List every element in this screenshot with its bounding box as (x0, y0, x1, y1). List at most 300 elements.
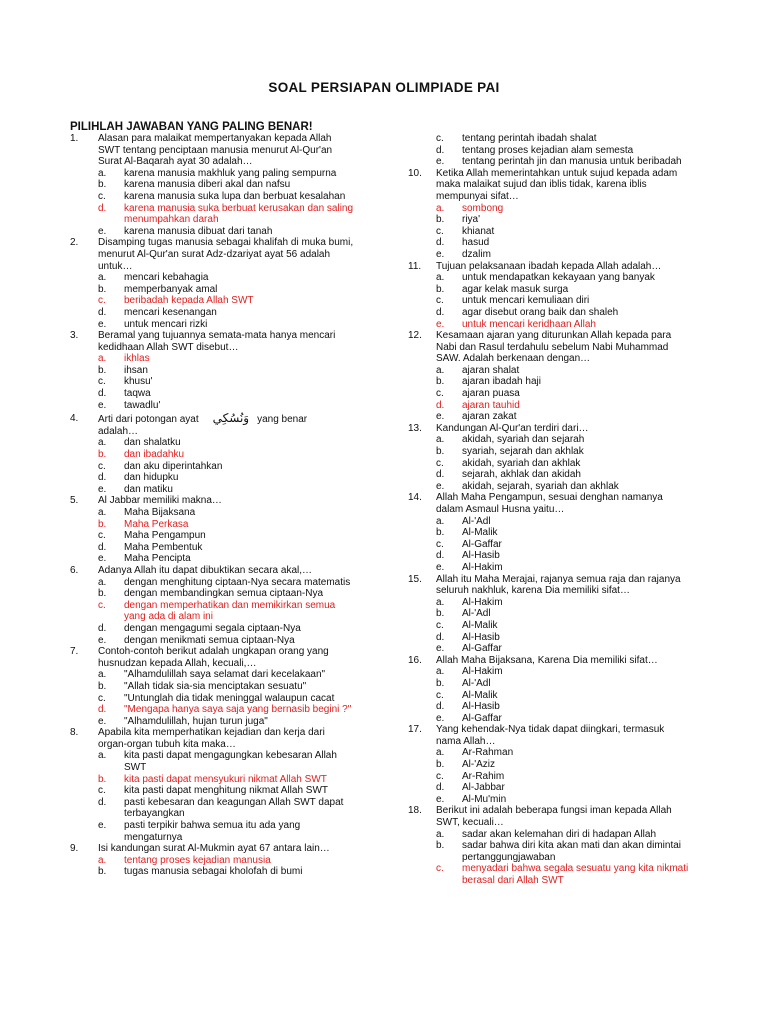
answer-options (98, 577, 370, 647)
answer-option (98, 284, 370, 296)
question-stem: Surat Al-Baqarah ayat 30 adalah… (98, 156, 253, 168)
option-text: akidah, syariah dan akhlak (462, 457, 581, 469)
option-text: menyadari bahwa segala sesuatu yang kita nikmati (462, 863, 689, 875)
question-stem: Apabila kita memperhatikan kejadian dan kerja dari (98, 727, 325, 739)
question-number: 16. (408, 654, 422, 666)
option-text: khusu' (124, 376, 153, 388)
option-text: Al-'Adl (462, 608, 491, 620)
answer-option (98, 203, 370, 226)
answer-option (436, 446, 708, 458)
option-letter: c. (436, 689, 444, 701)
question (70, 565, 370, 646)
option-text: yang ada di alam ini (124, 611, 213, 623)
option-text: untuk mencari kemuliaan diri (462, 295, 590, 307)
option-text: "Allah tidak sia-sia menciptakan sesuatu" (124, 680, 307, 692)
answer-option (436, 863, 708, 886)
option-letter: d. (436, 144, 445, 156)
answer-option (98, 388, 370, 400)
answer-option (98, 472, 370, 484)
question-number: 18. (408, 805, 422, 817)
option-letter: c. (436, 863, 444, 875)
question (70, 843, 370, 878)
option-letter: c. (98, 530, 106, 542)
answer-option (98, 855, 370, 867)
question-stem: husnudzan kepada Allah, kecuali,… (98, 657, 257, 669)
option-letter: a. (98, 272, 107, 284)
option-text: dengan memperhatikan dan memikirkan semua (124, 599, 336, 611)
question (70, 727, 370, 843)
option-text: ajaran shalat (462, 364, 520, 376)
option-text: untuk mencari rizki (124, 318, 208, 330)
question-stem: SWT, kecuali… (436, 817, 504, 829)
option-text: dengan mengagumi segala ciptaan-Nya (124, 622, 301, 634)
option-letter: e. (98, 820, 107, 832)
question-stem: kedidhaan Allah SWT disebut… (98, 341, 239, 353)
option-text: Maha Bijaksana (124, 507, 196, 518)
question (70, 413, 370, 495)
question-stem: menurut Al-Qur'an surat Adz-dzariyat ayat 56 adalah (98, 248, 331, 260)
question-stem: Alasan para malaikat mempertanyakan kepada Allah (98, 133, 332, 144)
option-text: kita pasti dapat menghitung nikmat Allah SWT (124, 785, 328, 797)
option-text: dan hidupku (124, 472, 179, 484)
answer-options (436, 365, 708, 423)
question-number: 15. (408, 573, 422, 585)
option-text: terbayangkan (124, 808, 185, 820)
answer-option (436, 747, 708, 759)
question-continuation (408, 133, 708, 168)
answer-option (436, 690, 708, 702)
option-text: tentang perintah jin dan manusia untuk beribadah (462, 156, 682, 168)
answer-option (98, 785, 370, 797)
option-letter: b. (436, 840, 445, 852)
option-text: dan matiku (124, 483, 173, 495)
option-letter: e. (98, 225, 107, 237)
option-text: Al-Mu'min (462, 793, 507, 805)
answer-option (98, 553, 370, 565)
answer-option (98, 774, 370, 786)
option-text: akidah, syariah dan sejarah (462, 434, 585, 446)
answer-options (436, 133, 708, 168)
question-stem: Berikut ini adalah beberapa fungsi iman kepada Allah (436, 805, 672, 817)
option-text: pasti kebesaran dan keagungan Allah SWT dapat (124, 796, 344, 808)
answer-option (436, 597, 708, 609)
question (408, 655, 708, 725)
option-text: "Alhamdulillah saya selamat dari kecelakaan" (124, 669, 326, 681)
option-letter: a. (436, 434, 445, 446)
answer-option (436, 400, 708, 412)
question-stem-part: Arti dari potongan ayat (98, 414, 199, 426)
question-number: 11. (408, 260, 422, 272)
option-text: Al-Hasib (462, 550, 500, 562)
question-stem: Allah Maha Pengampun, sesuai denghan namanya (436, 492, 663, 504)
option-letter: a. (436, 364, 445, 376)
option-text: ikhlas (124, 353, 150, 365)
answer-option (436, 666, 708, 678)
answer-option (436, 458, 708, 470)
answer-option (436, 539, 708, 551)
answer-option (98, 484, 370, 496)
answer-option (436, 411, 708, 423)
option-text: kita pasti dapat mensyukuri nikmat Allah SWT (124, 773, 327, 785)
question (70, 237, 370, 330)
answer-options (98, 669, 370, 727)
question (70, 646, 370, 727)
option-text: ihsan (124, 364, 148, 376)
option-letter: e. (98, 318, 107, 330)
question-stem: Adanya Allah itu dapat dibuktikan secara akal,… (98, 564, 313, 576)
option-text: Maha Pencipta (124, 553, 191, 565)
option-letter: a. (436, 666, 445, 678)
answer-option (436, 133, 708, 145)
option-text: berasal dari Allah SWT (462, 875, 564, 886)
option-letter: b. (98, 588, 107, 600)
answer-option (98, 519, 370, 531)
answer-option (98, 295, 370, 307)
option-letter: e. (98, 634, 107, 646)
option-letter: e. (436, 561, 445, 573)
option-text: mengaturnya (124, 831, 183, 843)
option-text: Al-'Adl (462, 677, 491, 689)
option-letter: b. (98, 364, 107, 376)
question-stem: untuk… (98, 260, 133, 272)
answer-option (436, 701, 708, 713)
question (408, 574, 708, 655)
question-stem-line (98, 413, 370, 426)
option-letter: d. (436, 631, 445, 643)
answer-option (436, 620, 708, 632)
question-number: 9. (70, 843, 79, 855)
answer-option (436, 840, 708, 863)
option-letter: d. (436, 399, 445, 411)
option-letter: b. (98, 866, 107, 878)
answer-options (436, 747, 708, 805)
question-number: 5. (70, 495, 79, 507)
question-stem: SWT tentang penciptaan manusia menurut Al-Qur'an (98, 144, 333, 156)
option-letter: d. (436, 237, 445, 249)
option-letter: e. (436, 156, 445, 168)
option-letter: b. (98, 518, 107, 530)
answer-options (98, 353, 370, 411)
option-text: tentang proses kejadian alam semesta (462, 144, 634, 156)
option-text: karena manusia makhluk yang paling sempurna (124, 167, 337, 179)
option-letter: b. (436, 677, 445, 689)
option-text: Al-Jabbar (462, 782, 505, 794)
option-text: dengan membandingkan semua ciptaan-Nya (124, 588, 324, 600)
option-letter: e. (436, 411, 445, 423)
answer-option (98, 669, 370, 681)
answer-options (436, 203, 708, 261)
option-text: Al-Gaffar (462, 643, 502, 655)
answer-option (436, 469, 708, 481)
option-text: SWT (124, 762, 147, 774)
option-letter: a. (436, 747, 445, 759)
question-stem: dalam Asmaul Husna yaitu… (436, 504, 565, 515)
option-text: tugas manusia sebagai kholofah di bumi (124, 866, 303, 878)
option-text: mencari kesenangan (124, 306, 217, 318)
option-text: ajaran ibadah haji (462, 376, 541, 388)
answer-option (436, 643, 708, 655)
question-stem: Nabi dan Rasul terdahulu sebelum Nabi Muhammad (436, 341, 669, 353)
answer-options (436, 597, 708, 655)
option-text: sadar akan kelemahan diri di hadapan Allah (462, 828, 657, 840)
answer-option (98, 179, 370, 191)
answer-option (436, 550, 708, 562)
question-stem: Kandungan Al-Qur'an terdiri dari… (436, 422, 589, 434)
question-stem: Tujuan pelaksanaan ibadah kepada Allah adalah… (436, 260, 662, 272)
left-column (70, 133, 370, 878)
option-letter: b. (436, 608, 445, 620)
question-stem: Isi kandungan surat Al-Mukmin ayat 67 antara lain… (98, 843, 330, 855)
option-text: Ar-Rahman (462, 747, 514, 759)
question (408, 330, 708, 423)
option-letter: d. (436, 701, 445, 713)
option-text: sadar bahwa diri kita akan mati dan akan dimintai (462, 840, 682, 852)
question-stem: seluruh nakhluk, karena Dia memiliki sifat… (436, 585, 630, 597)
question (70, 495, 370, 565)
option-text: Al-Hasib (462, 631, 500, 643)
option-letter: d. (98, 388, 107, 400)
option-letter: c. (98, 295, 106, 307)
answer-options (98, 168, 370, 238)
option-text: Maha Pengampun (124, 530, 206, 542)
option-letter: b. (436, 527, 445, 539)
option-text: Al-Malik (462, 689, 498, 701)
answer-option (98, 635, 370, 647)
question-stem: Al Jabbar memiliki makna… (98, 495, 222, 507)
answer-options (436, 272, 708, 330)
question-stem: Allah Maha Bijaksana, Karena Dia memiliki sifat… (436, 654, 658, 666)
question-stem-part: yang benar (257, 414, 308, 426)
option-letter: d. (98, 306, 107, 318)
answer-option (436, 145, 708, 157)
question (408, 261, 708, 331)
option-letter: a. (436, 596, 445, 608)
option-letter: e. (436, 480, 445, 492)
option-text: mencari kebahagia (124, 272, 209, 284)
answer-option (98, 319, 370, 331)
option-letter: d. (436, 469, 445, 481)
option-letter: d. (98, 796, 107, 808)
answer-option (436, 771, 708, 783)
answer-option (98, 542, 370, 554)
answer-option (436, 829, 708, 841)
option-letter: e. (436, 318, 445, 330)
question (408, 805, 708, 886)
option-letter: a. (98, 353, 107, 365)
question-number: 7. (70, 646, 79, 658)
answer-option (98, 588, 370, 600)
option-letter: c. (436, 457, 444, 469)
option-letter: a. (98, 437, 107, 449)
option-text: Ar-Rahim (462, 770, 505, 782)
question-number: 14. (408, 492, 422, 504)
option-text: syariah, sejarah dan akhlak (462, 446, 584, 458)
answer-option (436, 782, 708, 794)
option-letter: c. (98, 190, 106, 202)
option-letter: e. (98, 553, 107, 565)
answer-option (436, 632, 708, 644)
answer-option (98, 704, 370, 716)
answer-option (436, 156, 708, 168)
instruction-heading: PILIHLAH JAWABAN YANG PALING BENAR! (70, 121, 313, 133)
option-text: sejarah, akhlak dan akidah (462, 469, 581, 481)
answer-options (436, 434, 708, 492)
answer-option (436, 307, 708, 319)
question-number: 2. (70, 237, 79, 249)
option-letter: c. (436, 295, 444, 307)
option-text: karena manusia suka berbuat kerusakan dan saling (124, 202, 354, 214)
answer-options (436, 829, 708, 887)
option-letter: c. (436, 133, 444, 144)
answer-option (436, 759, 708, 771)
answer-option (436, 562, 708, 574)
answer-option (436, 272, 708, 284)
answer-option (98, 168, 370, 180)
option-text: Al-Hasib (462, 701, 500, 713)
option-text: tawadlu' (124, 399, 161, 411)
question-number: 4. (70, 413, 79, 425)
option-text: ajaran zakat (462, 411, 517, 423)
option-text: pasti terpikir bahwa semua itu ada yang (124, 820, 301, 832)
option-letter: c. (98, 785, 106, 797)
option-letter: c. (436, 388, 444, 400)
option-text: "Untunglah dia tidak meninggal walaupun cacat (124, 692, 335, 704)
arabic-verse: وَنُسُكِي (212, 411, 250, 426)
answer-option (98, 577, 370, 589)
answer-option (436, 481, 708, 493)
right-column (408, 133, 708, 887)
answer-option (436, 794, 708, 806)
option-text: dan aku diperintahkan (124, 460, 223, 472)
answer-option (98, 226, 370, 238)
option-letter: e. (98, 715, 107, 727)
question-number: 13. (408, 422, 422, 434)
answer-options (98, 272, 370, 330)
option-letter: d. (98, 541, 107, 553)
question-number: 6. (70, 564, 79, 576)
option-letter: c. (98, 599, 106, 611)
option-text: "Mengapa hanya saya saja yang bernasib begini ?" (124, 704, 352, 716)
option-text: dan ibadahku (124, 449, 185, 461)
option-text: karena manusia suka lupa dan berbuat kesalahan (124, 190, 346, 202)
question-stem: adalah… (98, 425, 139, 437)
question-stem: Allah itu Maha Merajai, rajanya semua raja dan rajanya (436, 573, 681, 585)
option-text: untuk mendapatkan kekayaan yang banyak (462, 272, 655, 284)
answer-option (98, 307, 370, 319)
answer-option (98, 272, 370, 284)
option-text: dengan menghitung ciptaan-Nya secara matematis (124, 576, 351, 588)
question-number: 1. (70, 133, 79, 144)
question (408, 168, 708, 261)
option-text: Al-Hakim (462, 596, 503, 608)
question-stem: Kesamaan ajaran yang diturunkan Allah kepada para (436, 330, 672, 342)
option-letter: e. (98, 483, 107, 495)
option-letter: e. (436, 248, 445, 260)
document-title: SOAL PERSIAPAN OLIMPIADE PAI (268, 80, 500, 95)
option-letter: e. (436, 793, 445, 805)
option-text: khianat (462, 225, 495, 237)
option-text: kita pasti dapat mengagungkan kebesaran Allah (124, 750, 337, 762)
answer-option (98, 600, 370, 623)
option-text: Al-Malik (462, 527, 498, 539)
option-letter: b. (98, 449, 107, 461)
option-text: pertanggungjawaban (462, 851, 556, 863)
answer-option (436, 678, 708, 690)
option-text: Maha Perkasa (124, 518, 189, 530)
question-stem: Beramal yang tujuannya semata-mata hanya mencari (98, 330, 336, 342)
option-text: Al-Hakim (462, 666, 503, 678)
option-text: Al-Gaffar (462, 712, 502, 724)
option-letter: c. (436, 538, 444, 550)
option-text: Maha Pembentuk (124, 541, 203, 553)
option-text: dan shalatku (124, 437, 181, 449)
answer-option (98, 449, 370, 461)
question-number: 10. (408, 167, 422, 179)
option-text: Al-'Aziz (462, 759, 496, 771)
option-letter: d. (436, 782, 445, 794)
answer-option (98, 507, 370, 519)
option-letter: c. (98, 692, 106, 704)
question-stem: organ-organ tubuh kita maka… (98, 738, 236, 750)
answer-option (436, 249, 708, 261)
option-text: riya' (462, 214, 481, 226)
answer-option (98, 400, 370, 412)
answer-option (436, 295, 708, 307)
question (70, 330, 370, 411)
option-letter: b. (98, 283, 107, 295)
option-text: tentang perintah ibadah shalat (462, 133, 597, 144)
question (408, 492, 708, 573)
option-letter: d. (436, 550, 445, 562)
option-text: Al-Malik (462, 619, 498, 631)
option-text: Al-'Adl (462, 515, 491, 527)
option-letter: a. (98, 507, 107, 518)
answer-option (98, 623, 370, 635)
answer-option (98, 353, 370, 365)
option-text: karena manusia dibuat dari tanah (124, 225, 273, 237)
option-letter: a. (436, 202, 445, 214)
option-letter: e. (98, 399, 107, 411)
answer-option (436, 516, 708, 528)
answer-option (98, 750, 370, 773)
answer-option (436, 713, 708, 725)
answer-option (98, 693, 370, 705)
option-letter: b. (436, 759, 445, 771)
option-letter: d. (98, 472, 107, 484)
question-stem: Disamping tugas manusia sebagai khalifah di muka bumi, (98, 237, 354, 249)
option-letter: a. (436, 828, 445, 840)
option-letter: e. (436, 712, 445, 724)
option-letter: c. (98, 376, 106, 388)
option-letter: a. (436, 272, 445, 284)
answer-options (98, 437, 370, 495)
option-letter: a. (98, 854, 107, 866)
option-letter: d. (98, 622, 107, 634)
answer-option (436, 214, 708, 226)
option-text: karena manusia diberi akal dan nafsu (124, 179, 291, 191)
option-text: dengan menikmati semua ciptaan-Nya (124, 634, 295, 646)
question-stem: Contoh-contoh berikut adalah ungkapan orang yang (98, 646, 329, 658)
question-stem: Yang kehendak-Nya tidak dapat diingkari, termasuk (436, 724, 665, 736)
option-letter: e. (436, 643, 445, 655)
question-number: 17. (408, 724, 422, 736)
option-letter: b. (436, 446, 445, 458)
option-letter: b. (98, 773, 107, 785)
answer-option (436, 527, 708, 539)
option-text: beribadah kepada Allah SWT (124, 295, 254, 307)
answer-options (98, 855, 370, 878)
option-letter: a. (436, 515, 445, 527)
